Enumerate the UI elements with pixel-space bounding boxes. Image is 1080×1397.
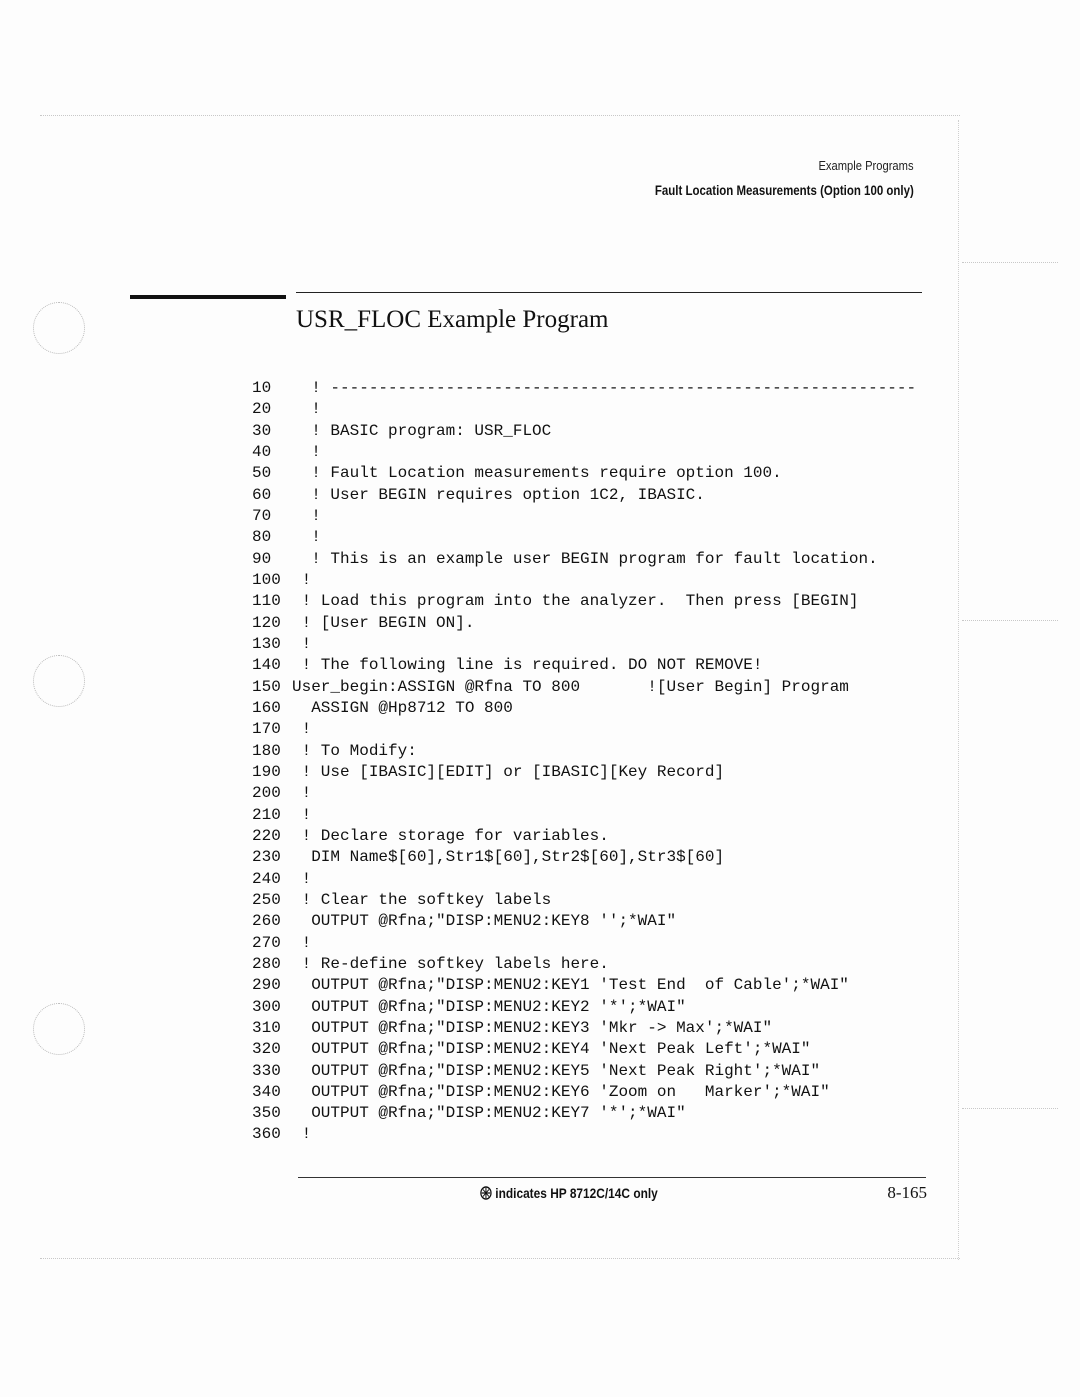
code-line-number: 170 <box>252 720 281 739</box>
code-line-text: ! Fault Location measurements require option 100. <box>292 464 782 483</box>
code-line-number: 340 <box>252 1082 281 1101</box>
code-line-text: ! Use [IBASIC][EDIT] or [IBASIC][Key Record] <box>292 762 725 781</box>
code-line-number: 180 <box>252 741 281 760</box>
code-line <box>252 421 916 442</box>
code-line <box>252 762 916 783</box>
code-listing <box>252 378 916 1146</box>
scan-edge-right <box>958 120 959 1260</box>
code-line-text: ! <box>292 933 312 952</box>
code-line <box>252 1018 916 1039</box>
code-line-text: ! To Modify: <box>292 741 417 760</box>
code-line-number: 80 <box>252 528 272 547</box>
code-line <box>252 570 916 591</box>
code-line <box>252 399 916 420</box>
footer-note <box>480 1185 658 1201</box>
code-line-number: 210 <box>252 805 281 824</box>
code-line-text: OUTPUT @Rfna;"DISP:MENU2:KEY5 'Next Peak Right';*WAI" <box>292 1061 821 1080</box>
code-line-number: 70 <box>252 506 272 525</box>
code-line <box>252 954 916 975</box>
code-line <box>252 613 916 634</box>
code-line <box>252 805 916 826</box>
code-line-number: 160 <box>252 698 281 717</box>
scan-edge-bottom <box>40 1258 960 1259</box>
code-line-text: ! ------------------------------------------------------------- <box>292 379 917 397</box>
code-line-number: 330 <box>252 1061 281 1080</box>
code-line-text: ASSIGN @Hp8712 TO 800 <box>292 698 513 717</box>
code-line <box>252 1103 916 1124</box>
hp-8712c-14c-symbol-icon <box>480 1186 492 1200</box>
code-line-number: 290 <box>252 976 281 995</box>
code-line-text: ! <box>292 720 312 739</box>
code-line <box>252 549 916 570</box>
code-line-text: ! The following line is required. DO NOT REMOVE! <box>292 656 763 675</box>
code-line-text: ! [User BEGIN ON]. <box>292 613 475 632</box>
code-line <box>252 911 916 932</box>
code-line <box>252 933 916 954</box>
code-line <box>252 741 916 762</box>
code-line <box>252 890 916 911</box>
code-line <box>252 655 916 676</box>
code-line-number: 90 <box>252 549 272 568</box>
binder-hole-middle <box>33 655 85 707</box>
title-rule-thin <box>296 292 922 293</box>
code-line-number: 110 <box>252 592 281 611</box>
code-line <box>252 869 916 890</box>
code-line-text: DIM Name$[60],Str1$[60],Str2$[60],Str3$[60] <box>292 848 725 867</box>
code-line-number: 360 <box>252 1125 281 1144</box>
code-line-number: 300 <box>252 997 281 1016</box>
code-line <box>252 826 916 847</box>
title-rule-thick <box>130 295 286 299</box>
code-line-text: ! <box>292 1125 312 1144</box>
code-line <box>252 975 916 996</box>
code-line <box>252 997 916 1018</box>
code-line-number: 280 <box>252 954 281 973</box>
code-line-number: 230 <box>252 848 281 867</box>
running-header-subsection: Fault Location Measurements (Option 100 only) <box>655 182 914 198</box>
code-line-text: ! Clear the softkey labels <box>292 890 552 909</box>
footer-rule <box>298 1177 926 1178</box>
code-line <box>252 719 916 740</box>
code-line <box>252 1039 916 1060</box>
code-line-text: OUTPUT @Rfna;"DISP:MENU2:KEY6 'Zoom on Marker';*WAI" <box>292 1082 830 1101</box>
code-line-number: 20 <box>252 400 272 419</box>
code-line <box>252 1082 916 1103</box>
code-line-number: 10 <box>252 379 272 397</box>
code-line-number: 150 <box>252 677 281 696</box>
code-line-number: 310 <box>252 1018 281 1037</box>
code-line <box>252 485 916 506</box>
code-line-text: ! <box>292 570 312 589</box>
code-line <box>252 698 916 719</box>
code-line <box>252 634 916 655</box>
binder-hole-top <box>33 302 85 354</box>
code-line <box>252 677 916 698</box>
binder-hole-bottom <box>33 1003 85 1055</box>
code-line-number: 200 <box>252 784 281 803</box>
code-line-text: ! Declare storage for variables. <box>292 826 609 845</box>
code-line-number: 260 <box>252 912 281 931</box>
code-line-number: 250 <box>252 890 281 909</box>
code-line <box>252 783 916 804</box>
code-line-text: ! <box>292 442 321 461</box>
code-line-number: 320 <box>252 1040 281 1059</box>
code-line-text: OUTPUT @Rfna;"DISP:MENU2:KEY7 '*';*WAI" <box>292 1104 686 1123</box>
code-line-text: OUTPUT @Rfna;"DISP:MENU2:KEY2 '*';*WAI" <box>292 997 686 1016</box>
code-line-text: ! <box>292 528 321 547</box>
code-line-text: ! This is an example user BEGIN program for fault location. <box>292 549 878 568</box>
scan-edge-top <box>40 115 960 116</box>
running-header-section: Example Programs <box>818 158 914 173</box>
code-line-text: OUTPUT @Rfna;"DISP:MENU2:KEY1 'Test End of Cable';*WAI" <box>292 976 849 995</box>
code-line-text: OUTPUT @Rfna;"DISP:MENU2:KEY8 '';*WAI" <box>292 912 677 931</box>
code-line <box>252 527 916 548</box>
code-line-text: OUTPUT @Rfna;"DISP:MENU2:KEY3 'Mkr -> Max';*WAI" <box>292 1018 773 1037</box>
code-line-number: 140 <box>252 656 281 675</box>
footer-note-text: indicates HP 8712C/14C only <box>495 1185 658 1201</box>
code-line-number: 60 <box>252 485 272 504</box>
code-line-text: ! Load this program into the analyzer. Then press [BEGIN] <box>292 592 859 611</box>
page-number: 8-165 <box>887 1183 927 1202</box>
scan-mark-right-2 <box>962 620 1058 621</box>
code-line-text: ! <box>292 634 312 653</box>
code-line-number: 350 <box>252 1104 281 1123</box>
code-line-number: 100 <box>252 570 281 589</box>
code-line-number: 30 <box>252 421 272 440</box>
code-line-text: ! <box>292 506 321 525</box>
code-line <box>252 463 916 484</box>
code-line <box>252 378 916 399</box>
code-line <box>252 442 916 463</box>
code-line-number: 270 <box>252 933 281 952</box>
code-line <box>252 591 916 612</box>
code-line-text: ! <box>292 400 321 419</box>
code-line <box>252 506 916 527</box>
code-line-number: 220 <box>252 826 281 845</box>
code-line-text: ! <box>292 869 312 888</box>
code-line-number: 240 <box>252 869 281 888</box>
code-line-number: 40 <box>252 442 272 461</box>
scan-mark-right-1 <box>962 262 1058 263</box>
code-line <box>252 1061 916 1082</box>
code-line-text: ! User BEGIN requires option 1C2, IBASIC. <box>292 485 705 504</box>
code-line-number: 50 <box>252 464 272 483</box>
code-line <box>252 1124 916 1145</box>
code-line-text: User_begin:ASSIGN @Rfna TO 800 ![User Begin] Program <box>292 677 849 696</box>
code-line-number: 120 <box>252 613 281 632</box>
code-line-text: ! Re-define softkey labels here. <box>292 954 609 973</box>
code-line-text: ! <box>292 805 312 824</box>
code-line <box>252 847 916 868</box>
page-title: USR_FLOC Example Program <box>296 306 609 333</box>
code-line-text: ! <box>292 784 312 803</box>
code-line-text: ! BASIC program: USR_FLOC <box>292 421 552 440</box>
code-line-text: OUTPUT @Rfna;"DISP:MENU2:KEY4 'Next Peak Left';*WAI" <box>292 1040 811 1059</box>
scan-mark-right-3 <box>962 1108 1058 1109</box>
code-line-number: 190 <box>252 762 281 781</box>
code-line-number: 130 <box>252 634 281 653</box>
